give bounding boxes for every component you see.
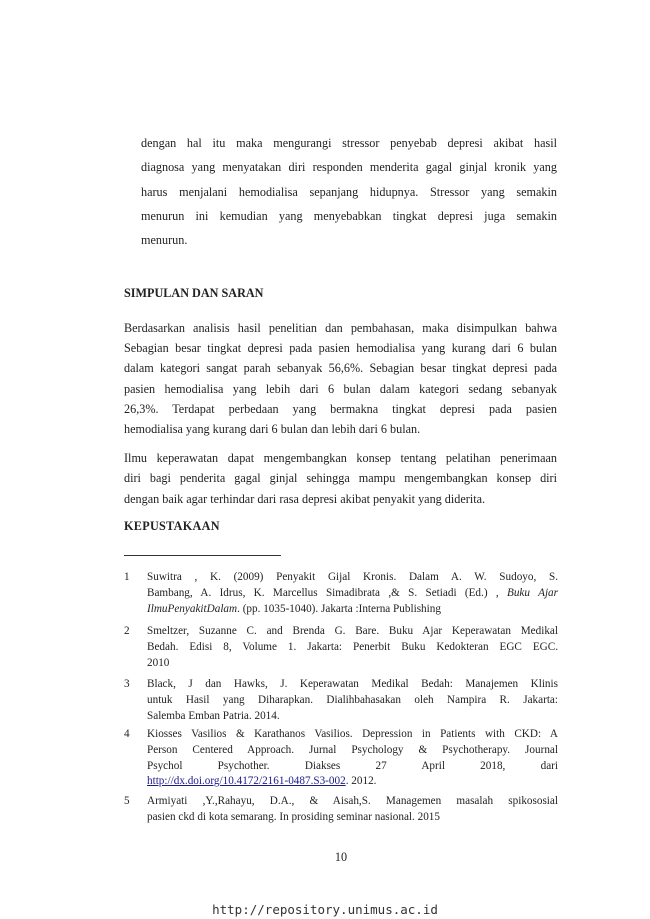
reference-body	[147, 624, 558, 671]
page-number: 10	[334, 850, 348, 864]
reference-text: . (pp. 1035-1040). Jakarta :Interna Publishing	[237, 602, 441, 615]
reference-line: Psychol Psychother. Diakses 27 April 2018, dari	[147, 759, 558, 772]
reference-line	[147, 602, 558, 618]
reference-title: Buku Ajar	[507, 586, 558, 599]
reference-text: . 2012.	[345, 775, 377, 788]
reference-line: Suwitra , K. (2009) Penyakit Gijal Kronis. Dalam A. W. Sudoyo, S.	[147, 571, 558, 583]
reference-title: IlmuPenyakitDalam	[147, 602, 238, 615]
reference-line: Kiosses Vasilios & Karathanos Vasilios. Depression in Patients with CKD: A	[147, 728, 558, 740]
reference-body	[147, 570, 558, 617]
text-line: harus menjalani hemodialisa sepanjang hidupnya. Stressor yang semakin	[141, 184, 557, 199]
doi-link[interactable]: http://dx.doi.org/10.4172/2161-0487.S3-002	[147, 775, 346, 788]
continuation-paragraph	[141, 131, 557, 252]
text-line: 26,3%. Terdapat perbedaan yang bermakna tingkat depresi pada pasien	[124, 401, 557, 416]
section-heading-simpulan: SIMPULAN DAN SARAN	[124, 286, 264, 300]
text-line: menurun ini kemudian yang menyebabkan tingkat depresi juga semakin	[141, 208, 557, 223]
reference-number: 5	[124, 795, 130, 807]
text-line: menurun.	[141, 233, 188, 248]
text-line: diri bagi penderita gagal ginjal sehingga mampu mengembangkan konsep diri	[124, 471, 557, 486]
reference-line: Bedah. Edisi 8, Volume 1. Jakarta: Penerbit Buku Kedokteran EGC EGC.	[147, 640, 558, 653]
reference-line: Armiyati ,Y.,Rahayu, D.A., & Aisah,S. Managemen masalah spikososial	[147, 795, 558, 807]
reference-line: Person Centered Approach. Jurnal Psychology & Psychotherapy. Journal	[147, 743, 558, 756]
reference-line	[147, 586, 558, 602]
reference-body	[147, 727, 558, 790]
reference-number: 4	[124, 728, 130, 740]
text-line: hemodialisa yang kurang dari 6 bulan dan lebih dari 6 bulan.	[124, 422, 421, 437]
text-line: diagnosa yang menyatakan diri responden menderita gagal ginjal kronik yang	[141, 160, 557, 175]
text-line: dengan baik agar terhindar dari rasa depresi akibat penyakit yang diderita.	[124, 491, 486, 506]
text-line: Berdasarkan analisis hasil penelitian dan pembahasan, maka disimpulkan bahwa	[124, 321, 557, 335]
reference-line: Salemba Emban Patria. 2014.	[147, 709, 280, 722]
text-line: dalam kategori sangat parah sebanyak 56,6%. Sebagian besar tingkat depresi pada	[124, 361, 557, 376]
text-line: Ilmu keperawatan dapat mengembangkan konsep tentang pelatihan penerimaan	[124, 451, 557, 465]
section-heading-kepustakaan: KEPUSTAKAAN	[124, 519, 220, 533]
reference-body	[147, 794, 558, 826]
reference-line: Smeltzer, Suzanne C. and Brenda G. Bare. Buku Ajar Keperawatan Medikal	[147, 625, 558, 637]
footnote-divider	[124, 555, 281, 556]
text-line: Sebagian besar tingkat depresi pada pasien hemodialisa yang kurang dari 6 bulan	[124, 341, 557, 356]
reference-text: Bambang, A. Idrus, K. Marcellus Simadibrata ,& S. Setiadi (Ed.) ,	[147, 586, 507, 599]
reference-line: pasien ckd di kota semarang. In prosiding seminar nasional. 2015	[147, 810, 440, 823]
reference-number: 2	[124, 625, 130, 637]
reference-number: 3	[124, 678, 130, 690]
footer-url: http://repository.unimus.ac.id	[212, 902, 438, 917]
text-line: pasien hemodialisa yang lebih dari 6 bulan dalam kategori sedang sebanyak	[124, 381, 557, 396]
reference-line: Black, J dan Hawks, J. Keperawatan Medikal Bedah: Manajemen Klinis	[147, 678, 558, 690]
reference-line: untuk Hasil yang Diharapkan. Dialihbahasakan oleh Nampira R. Jakarta:	[147, 693, 558, 706]
suggestion-paragraph	[124, 448, 557, 509]
reference-number: 1	[124, 571, 130, 583]
reference-body	[147, 677, 558, 724]
conclusion-paragraph	[124, 318, 557, 439]
reference-line: 2010	[147, 656, 170, 669]
text-line: dengan hal itu maka mengurangi stressor penyebab depresi akibat hasil	[141, 136, 557, 150]
reference-line	[147, 774, 558, 790]
